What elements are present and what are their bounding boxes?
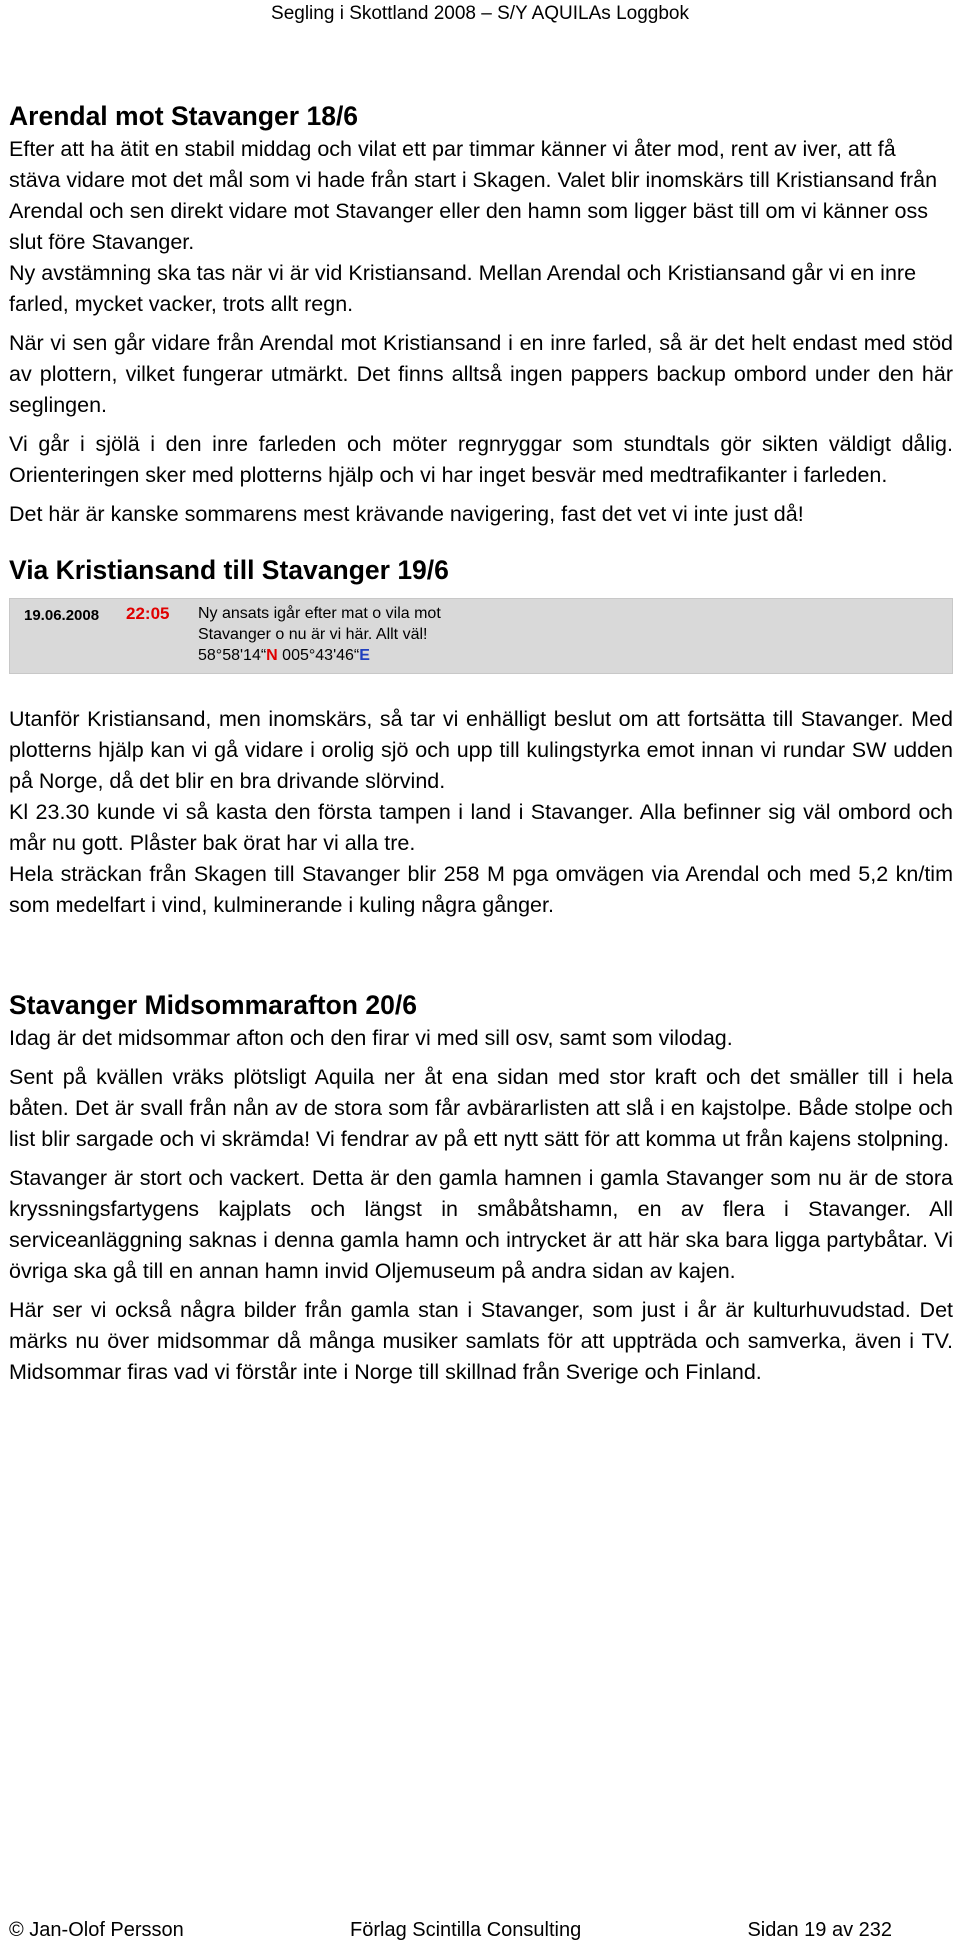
paragraph: Utanför Kristiansand, men inomskärs, så tar vi enhälligt beslut om att fortsätta till Stavanger. Med plotterns hjälp kan vi gå vidare i orolig sjö och upp till kulingstyrka emot innan vi rundar SW udden på Norge, då det blir en bra drivande slörvind. xyxy=(9,707,953,793)
log-time: 22:05 xyxy=(126,604,170,623)
footer-author: © Jan-Olof Persson xyxy=(9,1919,184,1941)
paragraph: Hela sträckan från Skagen till Stavanger blir 258 M pga omvägen via Arendal och med 5,2 kn/tim som medelfart i vind, kulminerande i kuling några gånger. xyxy=(9,862,953,917)
page-content xyxy=(9,98,953,1388)
paragraph: När vi sen går vidare från Arendal mot Kristiansand i en inre farled, så är det helt endast med stöd av plottern, vilket fungerar utmärkt. Det finns alltså ingen pappers backup ombord under den här seglingen. xyxy=(9,331,953,417)
section-heading-arendal: Arendal mot Stavanger 18/6 xyxy=(9,101,359,131)
paragraph: Stavanger är stort och vackert. Detta är den gamla hamnen i gamla Stavanger som nu är de stora kryssningsfartygens kajplats och längst in småbåtshamn, en av flera i Stavanger. All serviceanläggning saknas i denna gamla hamn och intrycket är att här ska bara ligga partybåtar. Vi övriga ska gå till en annan hamn invid Oljemuseum på andra sidan av kajen. xyxy=(9,1166,953,1283)
paragraph: Vi går i sjölä i den inre farleden och möter regnryggar som stundtals gör sikten väldigt dålig. Orienteringen sker med plotterns hjälp och vi har inget besvär med medtrafikanter i farleden. xyxy=(9,432,953,487)
log-text xyxy=(198,603,528,666)
paragraph: Sent på kvällen vräks plötsligt Aquila ner åt ena sidan med stor kraft och det smäller till i hela båten. Det är svall från nån av de stora som får avbärarlisten att slå i en kajstolpe. Både stolpe och list blir sargade och vi skrämda! Vi fendrar av på ett nytt sätt för att komma ut från kajens stolpning. xyxy=(9,1065,953,1151)
paragraph: Kl 23.30 kunde vi så kasta den första tampen i land i Stavanger. Alla befinner sig väl ombord och mår nu gott. Plåster bak örat har vi alla tre. xyxy=(9,800,953,855)
paragraph: Det här är kanske sommarens mest krävande navigering, fast det vet vi inte just då! xyxy=(9,502,804,526)
section-heading-kristiansand: Via Kristiansand till Stavanger 19/6 xyxy=(9,555,449,585)
page-footer xyxy=(0,1917,960,1943)
paragraph: Här ser vi också några bilder från gamla stan i Stavanger, som just i år är kulturhuvudstad. Det märks nu över midsommar då många musiker samlats för att uppträda och samverka, även i TV. Midsommar firas vad vi förstår inte i Norge till skillnad från Sverige och Finland. xyxy=(9,1298,953,1384)
running-header: Segling i Skottland 2008 – S/Y AQUILAs Loggbok xyxy=(271,3,689,24)
log-latitude-dir: N xyxy=(266,647,278,664)
log-date: 19.06.2008 xyxy=(24,607,100,624)
log-line: Stavanger o nu är vi här. Allt väl! xyxy=(198,626,428,643)
paragraph: Ny avstämning ska tas när vi är vid Kristiansand. Mellan Arendal och Kristiansand går vi en inre farled, mycket vacker, trots allt regn. xyxy=(9,261,917,316)
log-position xyxy=(198,645,528,666)
log-entry-table xyxy=(9,598,953,674)
paragraph: Idag är det midsommar afton och den firar vi med sill osv, samt som vilodag. xyxy=(9,1026,733,1050)
footer-publisher: Förlag Scintilla Consulting xyxy=(350,1919,582,1941)
log-latitude: 58°58'14“ xyxy=(198,647,267,664)
footer-page-number: Sidan 19 av 232 xyxy=(747,1919,892,1941)
log-longitude: 005°43'46“ xyxy=(277,647,360,664)
paragraph: Efter att ha ätit en stabil middag och vilat ett par timmar känner vi åter mod, rent av iver, att få stäva vidare mot det mål som vi hade från start i Skagen. Valet blir inomskärs till Kristiansand från Arendal och sen direkt vidare mot Stavanger eller den hamn som ligger bäst till om vi känner oss slut före Stavanger. xyxy=(9,137,938,254)
section-heading-midsommar: Stavanger Midsommarafton 20/6 xyxy=(9,990,417,1020)
log-longitude-dir: E xyxy=(359,647,370,664)
log-line: Ny ansats igår efter mat o vila mot xyxy=(198,605,441,622)
